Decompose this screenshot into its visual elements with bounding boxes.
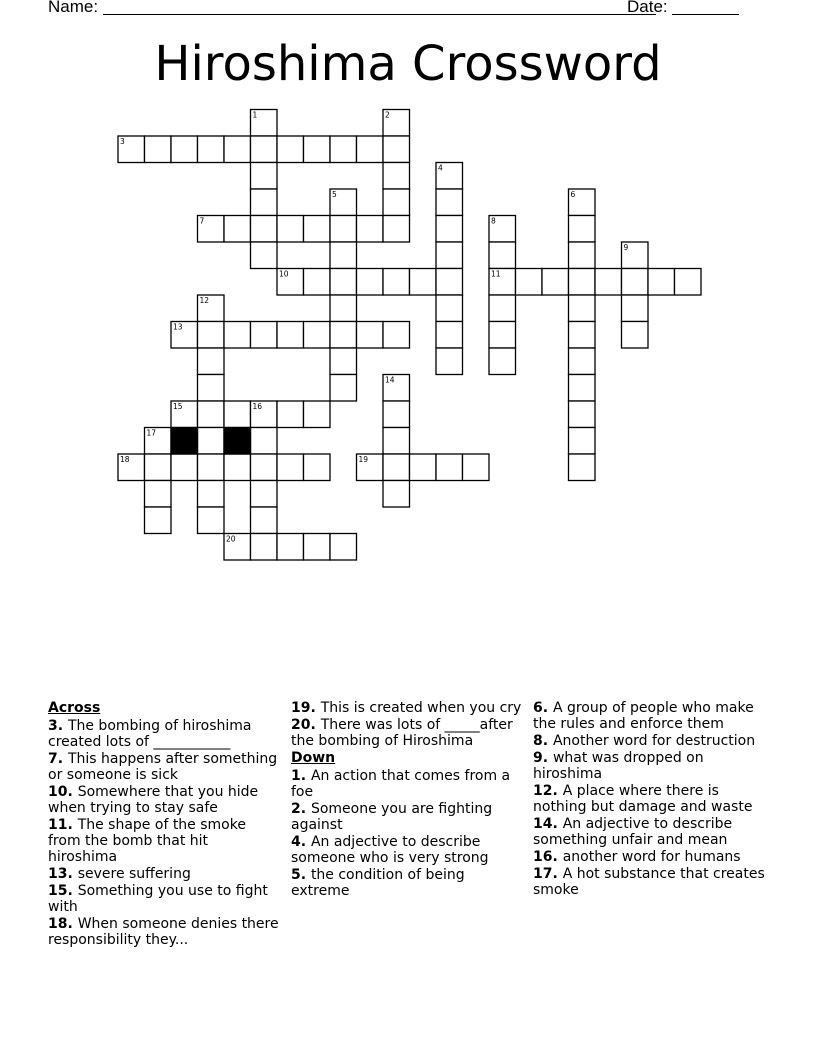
grid-cell[interactable] xyxy=(489,242,516,269)
grid-cell[interactable] xyxy=(304,454,331,481)
clues-column-2 xyxy=(291,700,523,900)
across-heading: Across xyxy=(48,700,101,716)
grid-cell[interactable] xyxy=(489,348,516,375)
down-clue xyxy=(291,834,523,866)
grid-cell[interactable] xyxy=(198,375,225,402)
clues-column-3 xyxy=(533,700,773,899)
grid-cell[interactable] xyxy=(569,322,596,349)
clue-num: 9. xyxy=(533,750,553,766)
clue-num: 18. xyxy=(48,916,78,932)
clue-number-20: 20 xyxy=(226,534,236,544)
clue-number-13: 13 xyxy=(173,322,183,332)
clue-number-12: 12 xyxy=(199,296,210,305)
across-clue xyxy=(48,866,280,882)
grid-cell[interactable] xyxy=(224,322,251,349)
grid-cell[interactable] xyxy=(145,136,172,163)
grid-cell[interactable] xyxy=(251,481,278,508)
down-clue xyxy=(533,849,773,865)
clue-text: The shape of the smoke from the bomb that hit hiroshima xyxy=(48,817,246,865)
clue-num: 11. xyxy=(48,817,78,833)
grid-cell[interactable] xyxy=(277,534,304,561)
clue-num: 2. xyxy=(291,801,311,817)
grid-cell[interactable] xyxy=(198,507,225,534)
grid-cell[interactable] xyxy=(436,216,463,243)
clue-num: 20. xyxy=(291,717,321,733)
grid-cell[interactable] xyxy=(357,269,384,296)
clue-text: Somewhere that you hide when trying to stay safe xyxy=(48,784,259,816)
grid-cell[interactable] xyxy=(357,136,384,163)
down-clue xyxy=(291,801,523,833)
grid-cell[interactable] xyxy=(383,163,410,190)
grid-cell[interactable] xyxy=(622,269,649,296)
grid-cell[interactable] xyxy=(251,189,278,216)
grid-cell[interactable] xyxy=(383,481,410,508)
grid-cell[interactable] xyxy=(357,216,384,243)
grid-cell[interactable] xyxy=(330,242,357,269)
clue-number-8: 8 xyxy=(491,216,496,226)
grid-cell[interactable] xyxy=(569,428,596,455)
grid-cell[interactable] xyxy=(330,375,357,402)
grid-cell[interactable] xyxy=(569,216,596,243)
clue-text: Something you use to fight with xyxy=(48,883,268,915)
black-cell xyxy=(171,428,198,455)
clue-text: This is created when you cry xyxy=(320,700,522,716)
clue-number-17: 17 xyxy=(146,428,157,438)
clue-num: 7. xyxy=(48,751,68,767)
grid-cell[interactable] xyxy=(516,269,543,296)
clues-column-1 xyxy=(48,700,280,949)
clue-number-16: 16 xyxy=(252,402,263,411)
grid-cell[interactable] xyxy=(304,534,331,561)
clue-text: what was dropped on hiroshima xyxy=(533,750,704,782)
grid-cell[interactable] xyxy=(569,295,596,322)
grid-cell[interactable] xyxy=(330,348,357,375)
down-clue xyxy=(291,867,523,899)
grid-cell[interactable] xyxy=(224,216,251,243)
grid-cell[interactable] xyxy=(251,136,278,163)
clue-number-15: 15 xyxy=(173,402,183,411)
clue-text: There was lots of _____after the bombing of Hiroshima xyxy=(291,717,513,749)
clue-number-5: 5 xyxy=(332,190,337,199)
clue-number-9: 9 xyxy=(623,243,629,252)
across-clue xyxy=(48,817,280,865)
grid-cell[interactable] xyxy=(145,507,172,534)
grid-cell[interactable] xyxy=(675,269,702,296)
grid-cell[interactable] xyxy=(436,269,463,296)
name-label: Name: xyxy=(48,0,99,16)
grid-cell[interactable] xyxy=(569,454,596,481)
grid-cell[interactable] xyxy=(436,242,463,269)
clue-text: A group of people who make the rules and enforce them xyxy=(533,700,754,732)
down-clue xyxy=(533,733,773,749)
clue-text: the condition of being extreme xyxy=(291,867,465,899)
clue-number-1: 1 xyxy=(252,110,258,120)
grid-cell[interactable] xyxy=(569,269,596,296)
grid-cell[interactable] xyxy=(330,216,357,243)
clue-text: severe suffering xyxy=(77,866,191,882)
black-cell xyxy=(224,428,251,455)
down-clue xyxy=(533,783,773,815)
grid-cell[interactable] xyxy=(198,428,225,455)
grid-cell[interactable] xyxy=(145,481,172,508)
grid-cell[interactable] xyxy=(622,295,649,322)
clue-text: This happens after something or someone is sick xyxy=(48,751,278,783)
grid-cell[interactable] xyxy=(569,401,596,428)
clue-num: 5. xyxy=(291,867,311,883)
clue-number-14: 14 xyxy=(385,375,395,385)
grid-cell[interactable] xyxy=(330,534,357,561)
grid-cell[interactable] xyxy=(330,136,357,163)
grid-cell[interactable] xyxy=(304,216,331,243)
clue-number-7: 7 xyxy=(199,216,205,226)
grid-cell[interactable] xyxy=(198,401,225,428)
clue-text: When someone denies there responsibility they... xyxy=(48,916,279,948)
grid-cell[interactable] xyxy=(330,269,357,296)
grid-cell[interactable] xyxy=(383,401,410,428)
clue-num: 19. xyxy=(291,700,321,716)
clue-text: Someone you are fighting against xyxy=(291,801,493,833)
across-clue xyxy=(291,717,523,749)
clue-number-6: 6 xyxy=(570,190,576,199)
grid-cell[interactable] xyxy=(198,322,225,349)
down-clue xyxy=(291,768,523,800)
grid-cell[interactable] xyxy=(383,189,410,216)
grid-cell[interactable] xyxy=(436,348,463,375)
grid-cell[interactable] xyxy=(383,322,410,349)
clue-num: 14. xyxy=(533,816,563,832)
grid-cell[interactable] xyxy=(436,322,463,349)
grid-cell[interactable] xyxy=(648,269,675,296)
clue-num: 4. xyxy=(291,834,311,850)
across-clue xyxy=(291,700,523,716)
clue-number-4: 4 xyxy=(438,163,443,173)
grid-cell[interactable] xyxy=(224,401,251,428)
clue-number-3: 3 xyxy=(120,137,125,146)
grid-cell[interactable] xyxy=(277,454,304,481)
clue-number-11: 11 xyxy=(491,269,501,279)
grid-cell[interactable] xyxy=(277,401,304,428)
clue-text: Another word for destruction xyxy=(552,733,756,749)
down-heading: Down xyxy=(291,750,336,766)
grid-cell[interactable] xyxy=(277,322,304,349)
across-clue xyxy=(48,916,280,948)
grid-cell[interactable] xyxy=(622,322,649,349)
clue-text: A place where there is nothing but damage and waste xyxy=(533,783,753,815)
grid-cell[interactable] xyxy=(171,454,198,481)
grid-cell[interactable] xyxy=(224,454,251,481)
clue-text: An action that comes from a foe xyxy=(291,768,511,800)
down-clue xyxy=(533,816,773,848)
grid-cell[interactable] xyxy=(410,454,437,481)
grid-cell[interactable] xyxy=(569,242,596,269)
down-clue xyxy=(533,750,773,782)
clue-num: 15. xyxy=(48,883,78,899)
grid-cell[interactable] xyxy=(436,454,463,481)
grid-cell[interactable] xyxy=(304,136,331,163)
grid-cell[interactable] xyxy=(330,322,357,349)
across-clue xyxy=(48,751,280,783)
page-title: Hiroshima Crossword xyxy=(154,36,662,92)
clue-num: 10. xyxy=(48,784,78,800)
clue-text: another word for humans xyxy=(562,849,741,865)
grid-cell[interactable] xyxy=(330,295,357,322)
clue-number-10: 10 xyxy=(279,269,289,279)
grid-cell[interactable] xyxy=(198,348,225,375)
clue-number-2: 2 xyxy=(385,110,390,120)
clue-num: 13. xyxy=(48,866,78,882)
grid-cell[interactable] xyxy=(436,189,463,216)
grid-cell[interactable] xyxy=(569,348,596,375)
grid-cell[interactable] xyxy=(304,322,331,349)
grid-cell[interactable] xyxy=(251,454,278,481)
grid-cell[interactable] xyxy=(198,454,225,481)
grid-cell[interactable] xyxy=(251,428,278,455)
grid-cell[interactable] xyxy=(251,507,278,534)
grid-cell[interactable] xyxy=(251,163,278,190)
grid-cell[interactable] xyxy=(383,269,410,296)
date-label: Date: xyxy=(627,0,668,16)
grid-cell[interactable] xyxy=(383,454,410,481)
clue-text: An adjective to describe someone who is very strong xyxy=(291,834,489,866)
grid-cell[interactable] xyxy=(224,136,251,163)
grid-cell[interactable] xyxy=(383,428,410,455)
across-clue xyxy=(48,883,280,915)
clue-num: 1. xyxy=(291,768,311,784)
grid-cell[interactable] xyxy=(383,216,410,243)
grid-cell[interactable] xyxy=(383,136,410,163)
grid-cell[interactable] xyxy=(489,322,516,349)
clue-text: A hot substance that creates smoke xyxy=(533,866,765,898)
grid-cell[interactable] xyxy=(542,269,569,296)
clue-num: 17. xyxy=(533,866,563,882)
grid-cell[interactable] xyxy=(277,136,304,163)
grid-cell[interactable] xyxy=(251,242,278,269)
grid-cell[interactable] xyxy=(463,454,490,481)
clue-text: An adjective to describe something unfair and mean xyxy=(533,816,733,848)
grid-cell[interactable] xyxy=(251,216,278,243)
grid-cell[interactable] xyxy=(304,401,331,428)
clue-number-19: 19 xyxy=(358,455,369,464)
across-clue xyxy=(48,784,280,816)
grid-cell[interactable] xyxy=(198,136,225,163)
grid-cell[interactable] xyxy=(251,534,278,561)
grid-cell[interactable] xyxy=(198,481,225,508)
clue-num: 3. xyxy=(48,718,68,734)
down-clue xyxy=(533,700,773,732)
clue-num: 12. xyxy=(533,783,563,799)
grid-cell[interactable] xyxy=(145,454,172,481)
grid-cell[interactable] xyxy=(357,322,384,349)
clue-number-18: 18 xyxy=(120,455,130,464)
down-clue xyxy=(533,866,773,898)
grid-cell[interactable] xyxy=(410,269,437,296)
clue-text: The bombing of hiroshima created lots of ___________ xyxy=(48,718,252,750)
grid-cell[interactable] xyxy=(251,322,278,349)
grid-cell[interactable] xyxy=(171,136,198,163)
grid-cell[interactable] xyxy=(277,216,304,243)
grid-cell[interactable] xyxy=(489,295,516,322)
clue-num: 16. xyxy=(533,849,563,865)
grid-cell[interactable] xyxy=(595,269,622,296)
clue-num: 8. xyxy=(533,733,553,749)
grid-cell[interactable] xyxy=(569,375,596,402)
across-clue xyxy=(48,718,280,750)
grid-cell[interactable] xyxy=(304,269,331,296)
clue-num: 6. xyxy=(533,700,553,716)
grid-cell[interactable] xyxy=(436,295,463,322)
